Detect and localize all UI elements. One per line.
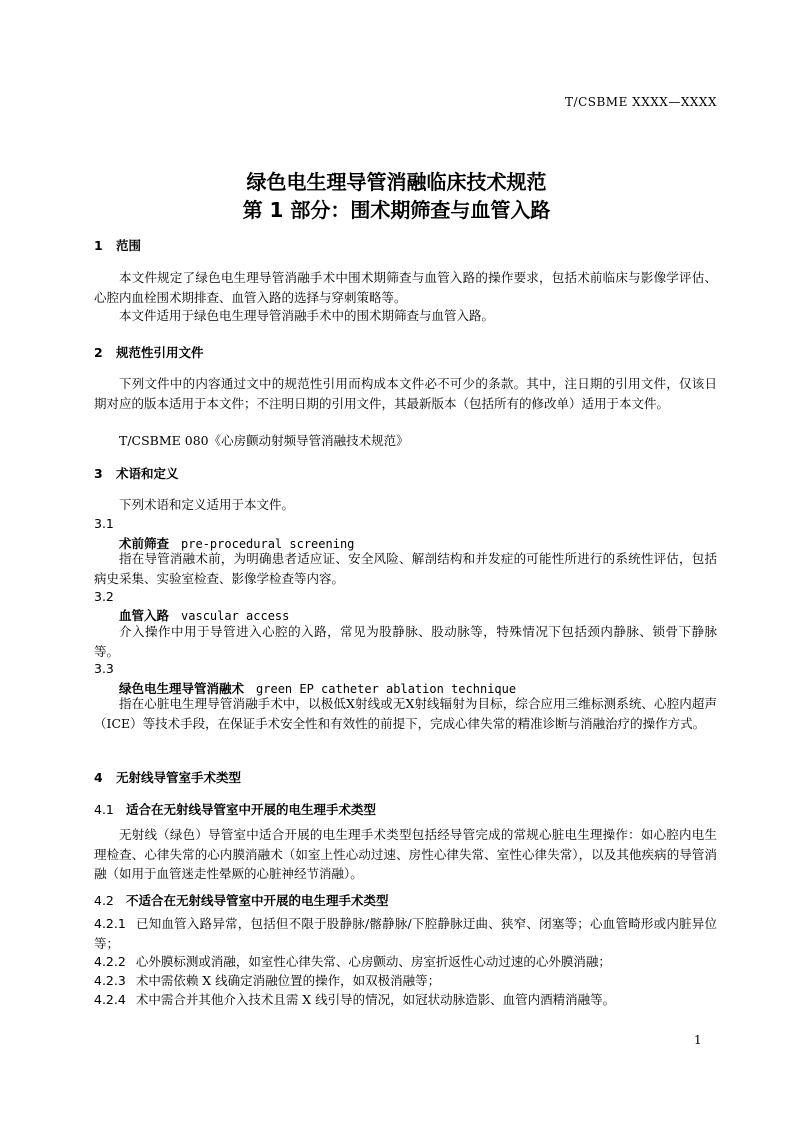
term-chinese: 绿色电生理导管消融术 (119, 681, 245, 696)
paragraph: 本文件规定了绿色电生理导管消融手术中围术期筛查与血管入路的操作要求，包括术前临床与影像学评估、心腔内血栓围术期排查、血管入路的选择与穿刺策略等。 (94, 270, 717, 305)
section-heading-scope (94, 236, 141, 254)
section-heading-normative-references (94, 343, 204, 361)
document-code-header: T/CSBME XXXX—XXXX (565, 95, 717, 109)
section-title: 无射线导管室手术类型 (116, 770, 242, 785)
item-text: 术中需合并其他介入技术且需 X 线引导的情况，如冠状动脉造影、血管内酒精消融等。 (135, 992, 616, 1007)
term-number: 3.1 (94, 516, 114, 531)
subsection-heading-unsuitable (94, 891, 389, 909)
section-number: 2 (94, 345, 103, 360)
section-title: 范围 (116, 238, 142, 253)
list-item (94, 990, 717, 1010)
term-definition: 指在心脏电生理导管消融手术中，以极低X射线或无X射线辐射为目标，综合应用三维标测系统、心腔内超声（ICE）等技术手段，在保证手术安全性和有效性的前提下，完成心律失常的精准诊断与消融治疗的操作方式。 (94, 696, 717, 731)
term-number: 3.2 (94, 589, 114, 604)
paragraph: 下列术语和定义适用于本文件。 (119, 497, 295, 512)
item-number: 4.2.1 (94, 916, 126, 931)
section-title: 术语和定义 (116, 466, 179, 481)
paragraph: 本文件适用于绿色电生理导管消融手术中的围术期筛查与血管入路。 (119, 308, 495, 323)
section-title: 规范性引用文件 (116, 345, 204, 360)
subsection-heading-suitable (94, 800, 376, 818)
section-heading-terms (94, 464, 179, 482)
item-text: 术中需依赖 X 线确定消融位置的操作，如双极消融等； (135, 973, 441, 988)
subsection-number: 4.2 (94, 893, 114, 908)
list-item (94, 971, 717, 991)
subsection-title: 适合在无射线导管室中开展的电生理手术类型 (126, 802, 377, 817)
document-title: 绿色电生理导管消融临床技术规范 (246, 170, 547, 194)
term-english: vascular access (181, 609, 290, 623)
item-number: 4.2.4 (94, 992, 126, 1007)
list-item (94, 914, 717, 953)
section-number: 4 (94, 770, 103, 785)
item-text: 心外膜标测或消融，如室性心律失常、心房颤动、房室折返性心动过速的心外膜消融； (135, 954, 611, 969)
item-text: 已知血管入路异常，包括但不限于股静脉/髂静脉/下腔静脉迂曲、狭窄、闭塞等；心血管畸形或内脏异位等； (94, 916, 717, 951)
document-subtitle: 第 1 部分：围术期筛查与血管入路 (242, 198, 551, 222)
term-chinese: 术前筛查 (119, 536, 170, 551)
item-number: 4.2.2 (94, 954, 126, 969)
section-number: 3 (94, 466, 103, 481)
section-number: 1 (94, 238, 103, 253)
subsection-number: 4.1 (94, 802, 114, 817)
page-number: 1 (694, 1033, 702, 1047)
term-english: pre-procedural screening (181, 537, 355, 551)
reference-item: T/CSBME 080《心房颤动射频导管消融技术规范》 (119, 433, 409, 448)
item-number: 4.2.3 (94, 973, 126, 988)
term-chinese: 血管入路 (119, 608, 170, 623)
term-definition: 介入操作中用于导管进入心腔的入路，常见为股静脉、股动脉等，特殊情况下包括颈内静脉、锁骨下静脉等。 (94, 624, 717, 659)
paragraph: 无射线（绿色）导管室中适合开展的电生理手术类型包括经导管完成的常规心脏电生理操作：如心腔内电生理检查、心律失常的心内膜消融术（如室上性心动过速、房性心律失常、室性心律失常），以及其他疾病的导管消融（如用于血管迷走性晕厥的心脏神经节消融）。 (94, 827, 717, 881)
subsection-title: 不适合在无射线导管室中开展的电生理手术类型 (126, 893, 389, 908)
term-definition: 指在导管消融术前，为明确患者适应证、安全风险、解剖结构和并发症的可能性所进行的系统性评估，包括病史采集、实验室检查、影像学检查等内容。 (94, 551, 717, 586)
paragraph: 下列文件中的内容通过文中的规范性引用而构成本文件必不可少的条款。其中，注日期的引用文件，仅该日期对应的版本适用于本文件；不注明日期的引用文件，其最新版本（包括所有的修改单）适用于本文件。 (94, 376, 717, 411)
list-item (94, 952, 717, 972)
section-heading-procedure-types (94, 768, 241, 786)
term-english: green EP catheter ablation technique (256, 682, 517, 696)
term-number: 3.3 (94, 661, 114, 676)
